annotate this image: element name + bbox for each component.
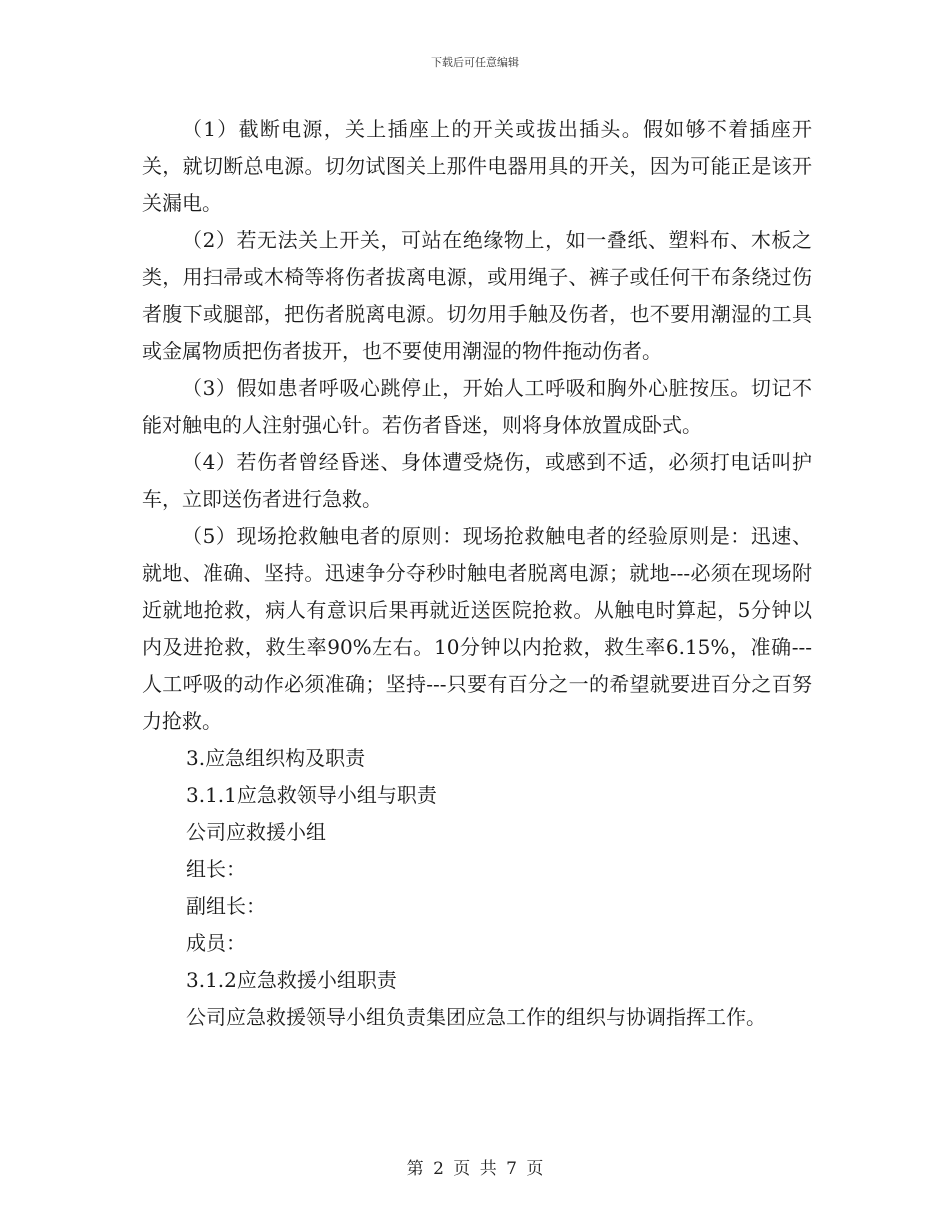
paragraph-rescue-principles: （5）现场抢救触电者的原则：现场抢救触电者的经验原则是：迅速、就地、准确、坚持。迅速争分夺秒时触电者脱离电源；就地---必须在现场附近就地抢救，病人有意识后果再就近送医院抢救。从触电时算起，5分钟以内及进抢救，救生率90%左右。10分钟以内抢救，救生率6.15%，准确---人工呼吸的动作必须准确；坚持---只要有百分之一的希望就要进百分之百努力抢救。: [142, 524, 812, 733]
paragraph-cut-power: （1）截断电源，关上插座上的开关或拔出插头。假如够不着插座开关，就切断总电源。切勿试图关上那件电器用具的开关，因为可能正是该开关漏电。: [142, 117, 812, 215]
header-note: 下载后可任意编辑: [431, 56, 519, 69]
rescue-group-title: 公司应救援小组: [186, 820, 326, 844]
document-body: [142, 111, 812, 1036]
paragraph-separate-victim: （2）若无法关上开关，可站在绝缘物上，如一叠纸、塑料布、木板之类，用扫帚或木椅等将伤者拔离电源，或用绳子、裤子或任何干布条绕过伤者腹下或腿部，把伤者脱离电源。切勿用手触及伤者，也不要用潮湿的工具或金属物质把伤者拔开，也不要使用潮湿的物件拖动伤者。: [142, 228, 812, 363]
paragraph-cpr: （3）假如患者呼吸心跳停止，开始人工呼吸和胸外心脏按压。切记不能对触电的人注射强心针。若伤者昏迷，则将身体放置成卧式。: [142, 376, 812, 437]
vice-leader-label: 副组长：: [186, 894, 266, 918]
section-heading-3-1-2: 3.1.2应急救援小组职责: [186, 968, 397, 992]
section-heading-3: 3.应急组织构及职责: [186, 746, 366, 770]
group-leader-label: 组长：: [186, 857, 246, 881]
members-label: 成员：: [186, 931, 246, 955]
section-heading-3-1-1: 3.1.1应急救领导小组与职责: [186, 783, 437, 807]
page-number-footer: 第 2 页 共 7 页: [406, 1159, 544, 1179]
responsibility-statement: 公司应急救援领导小组负责集团应急工作的组织与协调指挥工作。: [186, 1005, 766, 1029]
paragraph-call-ambulance: （4）若伤者曾经昏迷、身体遭受烧伤，或感到不适，必须打电话叫护车，立即送伤者进行急救。: [142, 450, 812, 511]
